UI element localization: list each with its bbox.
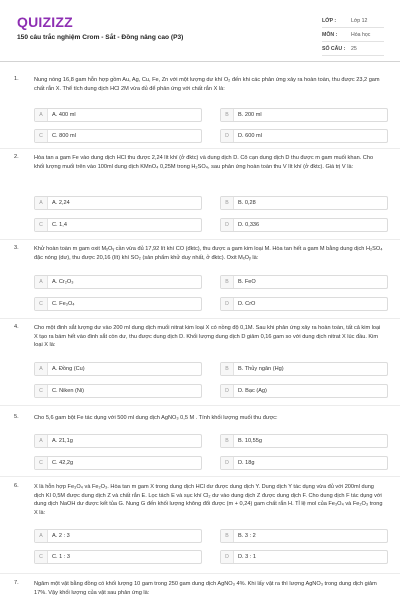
option-letter: A	[35, 363, 48, 375]
meta-label: MÔN :	[322, 31, 338, 38]
option-text: B. 0,28	[238, 200, 256, 206]
option-text: A. 2,24	[52, 200, 70, 206]
question-text: Ngâm một vật bằng đồng có khối lượng 10 gam trong 250 gam dung dịch AgNO₃ 4%. Khi lấy vật ra thì lượng AgNO₃ trong dung dịch giảm 17%. Vậy khối lượng của vật sau phản ứng là:	[34, 581, 377, 596]
option-a[interactable]	[34, 529, 202, 543]
option-c[interactable]	[34, 218, 202, 232]
option-letter: B	[221, 363, 234, 375]
option-letter: B	[221, 435, 234, 447]
meta-label: SỐ CÂU :	[322, 45, 346, 52]
option-text: D. 3 : 1	[238, 554, 257, 560]
question-divider	[0, 239, 400, 240]
option-text: D. 18g	[238, 460, 255, 466]
option-d[interactable]	[220, 129, 388, 143]
option-text: B. 10,55g	[238, 438, 262, 444]
option-letter: D	[221, 385, 234, 397]
option-letter: D	[221, 130, 234, 142]
option-text: A. Cr₂O₃	[52, 279, 74, 285]
option-letter: B	[221, 197, 234, 209]
question-number: 6.	[14, 483, 19, 489]
option-d[interactable]	[220, 384, 388, 398]
option-c[interactable]	[34, 456, 202, 470]
option-letter: D	[221, 457, 234, 469]
option-letter: D	[221, 298, 234, 310]
question-number: 4.	[14, 324, 19, 330]
question-text: X là hỗn hợp Fe₃O₄ và Fe₂O₃. Hòa tan m gam X trong dung dịch HCl dư được dung dịch Y. Dung dịch Y tác dụng vừa đủ với 200ml dung dịch KI 0,5M được dung dịch Z và chất rắn E. Lọc tách E và sục khí Cl₂ dư vào dung dịch Z được dung dịch F. Cho dung dịch F tác dụng với dung dịch NaOH dư được kết tủa G. Nung G đến khối lượng không đổi được (m + 0,24) gam chất rắn H. Tỉ lệ mol của Fe₃O₄ và Fe₂O₃ trong X là:	[34, 484, 383, 516]
option-d[interactable]	[220, 297, 388, 311]
option-text: C. 800 ml	[52, 133, 76, 139]
option-letter: B	[221, 109, 234, 121]
question-divider	[0, 476, 400, 477]
question-text: Cho 5,6 gam bột Fe tác dụng với 500 ml dung dịch AgNO₃ 0,5 M . Tính khối lượng muối thu được:	[34, 415, 278, 421]
option-letter: D	[221, 551, 234, 563]
option-letter: C	[35, 130, 48, 142]
option-letter: D	[221, 219, 234, 231]
meta-value: Lớp 12	[351, 17, 368, 24]
option-b[interactable]	[220, 529, 388, 543]
option-text: D. 0,336	[238, 222, 260, 228]
meta-row-grade	[322, 14, 384, 28]
meta-value: 25	[351, 45, 357, 52]
option-b[interactable]	[220, 434, 388, 448]
meta-label: LỚP :	[322, 17, 337, 24]
option-text: C. 1,4	[52, 222, 67, 228]
meta-row-subject	[322, 28, 384, 42]
option-a[interactable]	[34, 434, 202, 448]
option-text: D. Bạc (Ag)	[238, 388, 267, 394]
option-text: C. Niken (Ni)	[52, 388, 85, 394]
question-divider	[0, 573, 400, 574]
question-number: 5.	[14, 414, 19, 420]
option-b[interactable]	[220, 108, 388, 122]
page-title: 150 câu trắc nghiệm Crom - Sắt - Đồng nâng cao (P3)	[17, 34, 184, 41]
header-divider	[0, 61, 400, 62]
question-number: 2.	[14, 154, 19, 160]
worksheet-meta	[322, 14, 384, 56]
option-d[interactable]	[220, 550, 388, 564]
question-divider	[0, 148, 400, 149]
option-letter: C	[35, 457, 48, 469]
option-text: A. 21,1g	[52, 438, 73, 444]
option-text: B. 3 : 2	[238, 533, 256, 539]
option-b[interactable]	[220, 275, 388, 289]
option-a[interactable]	[34, 196, 202, 210]
question-number: 7.	[14, 580, 19, 586]
question-text: Nung nóng 16,8 gam hỗn hợp gồm Au, Ag, Cu, Fe, Zn với một lượng dư khí O₂ đến khi các phản ứng xảy ra hoàn toàn, thu được 23,2 gam chất rắn X. Thể tích dung dịch HCl 2M vừa đủ để phản ứng với chất rắn X là:	[34, 77, 380, 92]
option-letter: B	[221, 530, 234, 542]
option-letter: A	[35, 109, 48, 121]
meta-row-count	[322, 42, 384, 56]
option-letter: A	[35, 530, 48, 542]
option-letter: C	[35, 385, 48, 397]
option-text: A. Đồng (Cu)	[52, 366, 85, 372]
option-d[interactable]	[220, 456, 388, 470]
option-b[interactable]	[220, 362, 388, 376]
option-c[interactable]	[34, 297, 202, 311]
option-text: D. 600 ml	[238, 133, 262, 139]
option-text: B. FeO	[238, 279, 256, 285]
option-text: A. 400 ml	[52, 112, 76, 118]
option-text: C. Fe₃O₄	[52, 301, 75, 307]
meta-value: Hóa học	[351, 31, 371, 38]
option-a[interactable]	[34, 362, 202, 376]
option-text: D. CrO	[238, 301, 256, 307]
option-letter: C	[35, 219, 48, 231]
option-text: A. 2 : 3	[52, 533, 70, 539]
option-b[interactable]	[220, 196, 388, 210]
question-text: Cho một đinh sắt lượng dư vào 200 ml dung dịch muối nitrat kim loại X có nồng độ 0,1M. Sau khi phản ứng xảy ra hoàn toàn, tất cả kim loại X tạo ra bám hết vào đinh sắt còn dư, thu được dung dịch D. Khối lượng dung dịch D giảm 0,16 gam so với dung dịch nitrat X lúc đầu. Kim loại X là:	[34, 325, 381, 349]
option-text: C. 1 : 3	[52, 554, 71, 560]
question-text: Khử hoàn toàn m gam oxit MₓOᵧ cần vừa đủ 17,92 lít khí CO (đktc), thu được a gam kim loại M. Hòa tan hết a gam M bằng dung dịch H₂SO₄ đặc nóng (dư), thu được 20,16 (lít) khí SO₂ (sản phẩm khử duy nhất, ở đktc). Oxit MₓOᵧ là:	[34, 246, 383, 261]
option-letter: A	[35, 197, 48, 209]
option-letter: A	[35, 435, 48, 447]
option-d[interactable]	[220, 218, 388, 232]
option-letter: B	[221, 276, 234, 288]
question-divider	[0, 405, 400, 406]
option-c[interactable]	[34, 550, 202, 564]
option-a[interactable]	[34, 108, 202, 122]
option-letter: C	[35, 551, 48, 563]
question-divider	[0, 318, 400, 319]
option-text: B. 200 ml	[238, 112, 262, 118]
option-text: C. 42,2g	[52, 460, 74, 466]
option-c[interactable]	[34, 129, 202, 143]
option-letter: C	[35, 298, 48, 310]
question-text: Hòa tan a gam Fe vào dung dịch HCl thu được 2,24 lít khí (ở đktc) và dung dịch D. Cô cạn dung dịch D thu được m gam muối khan. Cho khối lượng muối trên vào 100ml dung dịch KMnO₄ 0,25M trong H₂SO₄, sau phản ứng hoàn toàn thu V lít khí (ở đktc). Giá trị V là:	[34, 155, 374, 170]
option-a[interactable]	[34, 275, 202, 289]
question-number: 1.	[14, 76, 19, 82]
option-letter: A	[35, 276, 48, 288]
option-c[interactable]	[34, 384, 202, 398]
question-number: 3.	[14, 245, 19, 251]
option-text: B. Thủy ngân (Hg)	[238, 366, 284, 372]
quizizz-logo: QUIZIZZ	[17, 14, 73, 30]
